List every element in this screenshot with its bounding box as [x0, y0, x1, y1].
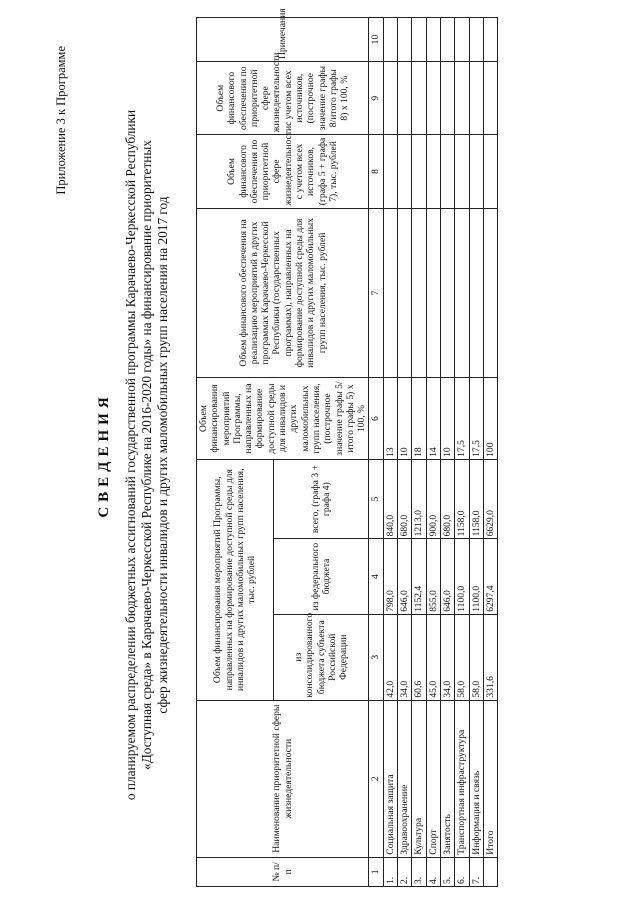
other-programs-value [455, 208, 469, 378]
federal-value: 1152,4 [412, 539, 426, 614]
all-sources-value [483, 135, 497, 208]
table-row [383, 18, 397, 887]
total-value: 1213,0 [412, 459, 426, 539]
subtitle-line: о планируемом распределении бюджетных ассигнований государственной программы Карачаево-Черкесской Республики [123, 109, 138, 801]
table-row [426, 18, 440, 887]
column-number: 3 [369, 614, 383, 700]
table-row [469, 18, 483, 887]
all-sources-share-value [455, 62, 469, 135]
row-number: 2. [398, 857, 412, 886]
other-programs-value [483, 208, 497, 378]
all-sources-share-value [426, 62, 440, 135]
sphere-name: Итого [483, 700, 497, 857]
other-programs-value [440, 208, 454, 378]
notes-value [426, 18, 440, 62]
notes-value [383, 18, 397, 62]
row-number [483, 857, 497, 886]
total-value: 680,0 [440, 459, 454, 539]
table-row [440, 18, 454, 887]
total-value: 680,0 [398, 459, 412, 539]
federal-value: 646,0 [440, 539, 454, 614]
all-sources-value [426, 135, 440, 208]
federal-value: 6297,4 [483, 539, 497, 614]
total-value: 840,0 [383, 459, 397, 539]
consolidated-value: 45,0 [426, 614, 440, 700]
column-number-row [369, 18, 383, 887]
consolidated-value: 331,6 [483, 614, 497, 700]
notes-value [483, 18, 497, 62]
sphere-name: Культура [412, 700, 426, 857]
sphere-name: Спорт [426, 700, 440, 857]
row-number: 4. [426, 857, 440, 886]
all-sources-share-value [383, 62, 397, 135]
share-value: 10 [398, 378, 412, 460]
share-value: 100 [483, 378, 497, 460]
row-number: 6. [455, 857, 469, 886]
table-row [398, 18, 412, 887]
share-value: 17,5 [469, 378, 483, 460]
header-total: всего, (графа 3 + графа 4) [274, 459, 369, 539]
sphere-name: Здравоохранение [398, 700, 412, 857]
header-all-sources-share: Объем финансового обеспечения по приоритетной сфере жизнедеятельности с учетом всех источников, (построчное значение графы 8/итого графы 8) х 100, % [197, 62, 369, 135]
consolidated-value: 58,0 [455, 614, 469, 700]
other-programs-value [412, 208, 426, 378]
appendix-label: Приложение 3 к Программе [54, 46, 68, 195]
all-sources-value [469, 135, 483, 208]
row-number: 5. [440, 857, 454, 886]
all-sources-share-value [398, 62, 412, 135]
header-other-programs: Объем финансового обеспечения на реализацию мероприятий в других программах Карачаево-Черкесской Республики (государственных программах), направленных на формирование доступной среды для инвалидов и других маломобильных групп населения, тыс. рублей [197, 208, 369, 378]
all-sources-value [440, 135, 454, 208]
all-sources-share-value [440, 62, 454, 135]
consolidated-value: 34,0 [398, 614, 412, 700]
federal-value: 798,0 [383, 539, 397, 614]
federal-value: 855,0 [426, 539, 440, 614]
federal-value: 1100,0 [469, 539, 483, 614]
other-programs-value [383, 208, 397, 378]
all-sources-share-value [469, 62, 483, 135]
sphere-name: Социальная защита [383, 700, 397, 857]
consolidated-value: 34,0 [440, 614, 454, 700]
notes-value [455, 18, 469, 62]
table-row-total [483, 18, 497, 887]
table-row [412, 18, 426, 887]
sphere-name: Информация и связь [469, 700, 483, 857]
all-sources-share-value [483, 62, 497, 135]
all-sources-value [412, 135, 426, 208]
row-number: 1. [383, 857, 397, 886]
notes-value [469, 18, 483, 62]
sphere-name: Транспортная инфраструктура [455, 700, 469, 857]
header-sphere: Наименование приоритетной сферы жизнедеятельности [197, 700, 369, 857]
column-number: 4 [369, 539, 383, 614]
column-number: 9 [369, 62, 383, 135]
other-programs-value [398, 208, 412, 378]
document-heading [96, 45, 171, 865]
row-number: 7. [469, 857, 483, 886]
sphere-name: Занятость [440, 700, 454, 857]
notes-value [440, 18, 454, 62]
consolidated-value: 58,0 [469, 614, 483, 700]
consolidated-value: 60,6 [412, 614, 426, 700]
column-number: 7 [369, 208, 383, 378]
notes-value [412, 18, 426, 62]
row-number: 3. [412, 857, 426, 886]
header-federal: из федерального бюджета [274, 539, 369, 614]
document-title: СВЕДЕНИЯ [96, 392, 112, 518]
federal-value: 646,0 [398, 539, 412, 614]
subtitle-line: сфер жизнедеятельности инвалидов и других маломобильных групп населения на 2017 год [155, 196, 170, 714]
total-value: 6629,0 [483, 459, 497, 539]
consolidated-value: 42,0 [383, 614, 397, 700]
all-sources-value [398, 135, 412, 208]
total-value: 1158,0 [469, 459, 483, 539]
column-number: 5 [369, 459, 383, 539]
share-value: 13 [383, 378, 397, 460]
table-row [455, 18, 469, 887]
all-sources-value [383, 135, 397, 208]
all-sources-value [455, 135, 469, 208]
all-sources-share-value [412, 62, 426, 135]
total-value: 900,0 [426, 459, 440, 539]
column-number: 6 [369, 378, 383, 460]
share-value: 17,5 [455, 378, 469, 460]
other-programs-value [426, 208, 440, 378]
header-program-funding: Объем финансирования мероприятий Программы, направленных на формирование доступной среды для инвалидов и других маломобильных групп населения, тыс. рублей [197, 459, 274, 700]
subtitle-line: «Доступная среда» в Карачаево-Черкесской Республике на 2016-2020 годы» на финансирование приоритетных [139, 140, 154, 770]
notes-value [398, 18, 412, 62]
funding-table [196, 8, 498, 887]
column-number: 1 [369, 857, 383, 886]
total-value: 1158,0 [455, 459, 469, 539]
share-value: 14 [426, 378, 440, 460]
column-number: 10 [369, 18, 383, 62]
federal-value: 1100,0 [455, 539, 469, 614]
column-number: 8 [369, 135, 383, 208]
header-notes: Примечания [197, 18, 369, 62]
header-num: № п/п [197, 857, 369, 886]
column-number: 2 [369, 700, 383, 857]
share-value: 10 [440, 378, 454, 460]
header-program-share: Объем финансирования мероприятий Программы, направленных на формирование доступной среды для инвалидов и других маломобильных групп населения, (построчное значение графы 5/итого графы 5) х 100, % [197, 378, 369, 460]
header-all-sources: Объем финансового обеспечения по приоритетной сфере жизнедеятельности с учетом всех источников, (графа 5 + графа 7), тыс. рублей [197, 135, 369, 208]
share-value: 18 [412, 378, 426, 460]
other-programs-value [469, 208, 483, 378]
header-consolidated: из консолидированного бюджета субъекта Российской Федерации [274, 614, 369, 700]
